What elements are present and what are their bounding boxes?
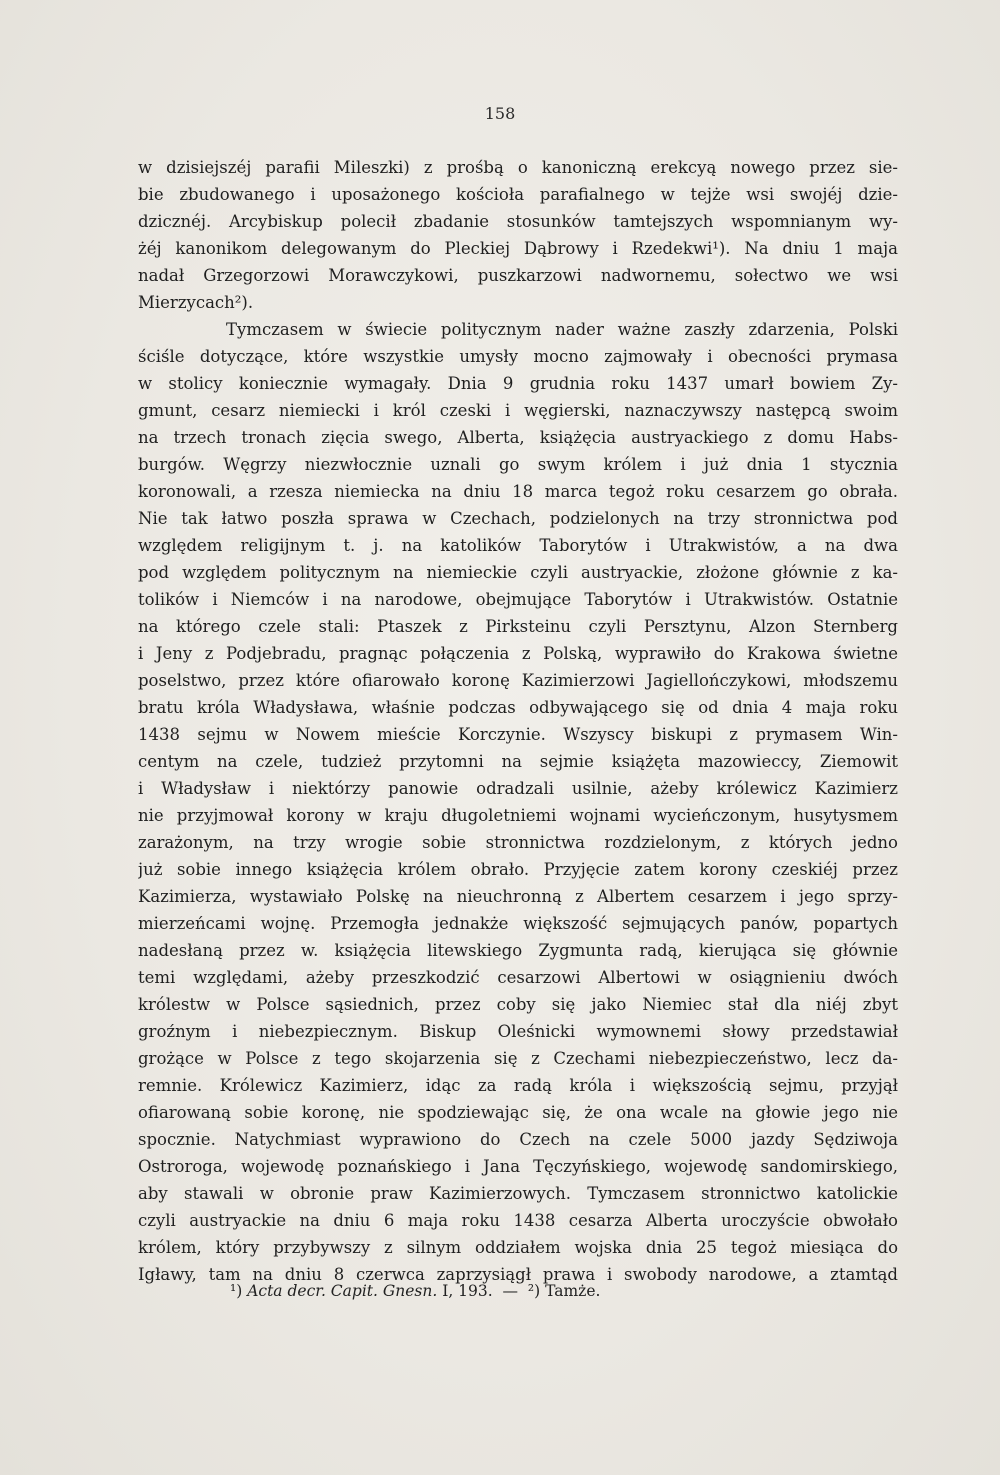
text-line: Igławy, tam na dniu 8 czerwca zaprzysiągł prawa i swobody narodowe, a ztamtąd (138, 1265, 898, 1284)
text-line: nadesłaną przez w. książęcia litewskiego Zygmunta radą, kierująca się głównie (138, 941, 898, 960)
text-line: burgów. Węgrzy niezwłocznie uznali go swym królem i już dnia 1 stycznia (138, 455, 898, 474)
text-line: dzicznéj. Arcybiskup polecił zbadanie stosunków tamtejszych wspomnianym wy- (138, 212, 898, 231)
text-line: w dzisiejszéj parafii Mileszki) z prośbą o kanoniczną erekcyą nowego przez sie- (138, 158, 898, 177)
text-line: Tymczasem w świecie politycznym nader ważne zaszły zdarzenia, Polski (226, 320, 898, 339)
text-line: Kazimierza, wystawiało Polskę na nieuchronną z Albertem cesarzem i jego sprzy- (138, 887, 898, 906)
text-line: zarażonym, na trzy wrogie sobie stronnictwa rozdzielonym, z których jedno (138, 833, 898, 852)
footnote-mark-2: ²) (527, 1282, 541, 1300)
footnote-reference: I, 193. — (437, 1282, 528, 1300)
text-line: poselstwo, przez które ofiarowało koronę Kazimierzowi Jagiellończykowi, młodszemu (138, 671, 898, 690)
text-line: spocznie. Natychmiast wyprawiono do Czech na czele 5000 jazdy Sędziwoja (138, 1130, 898, 1149)
footnote-source: Acta decr. Capit. Gnesn. (247, 1282, 438, 1300)
text-line: Nie tak łatwo poszła sprawa w Czechach, podzielonych na trzy stronnictwa pod (138, 509, 898, 528)
text-line: gmunt, cesarz niemiecki i król czeski i węgierski, naznaczywszy następcą swoim (138, 401, 898, 420)
text-line: względem religijnym t. j. na katolików Taborytów i Utrakwistów, a na dwa (138, 536, 898, 555)
text-line: mierzeńcami wojnę. Przemogła jednakże większość sejmujących panów, popartych (138, 914, 898, 933)
text-line: na którego czele stali: Ptaszek z Pirksteinu czyli Persztynu, Alzon Sternberg (138, 617, 898, 636)
footnote (230, 1282, 600, 1300)
text-line: 1438 sejmu w Nowem mieście Korczynie. Wszyscy biskupi z prymasem Win- (138, 725, 898, 744)
text-line: centym na czele, tudzież przytomni na sejmie książęta mazowieccy, Ziemowit (138, 752, 898, 771)
text-line: Mierzycach²). (138, 293, 254, 312)
text-line: grożące w Polsce z tego skojarzenia się z Czechami niebezpieczeństwo, lecz da- (138, 1049, 898, 1068)
text-line: w stolicy koniecznie wymagały. Dnia 9 grudnia roku 1437 umarł bowiem Zy- (138, 374, 898, 393)
text-line: bratu króla Władysława, właśnie podczas odbywającego się od dnia 4 maja roku (138, 698, 898, 717)
text-line: pod względem politycznym na niemieckie czyli austryackie, złożone głównie z ka- (138, 563, 898, 582)
body-text (138, 154, 898, 1288)
text-line: już sobie innego książęcia królem obrało. Przyjęcie zatem korony czeskiéj przez (138, 860, 898, 879)
text-line: i Władysław i niektórzy panowie odradzali usilnie, ażeby królewicz Kazimierz (138, 779, 898, 798)
footnote-tail: Tamże. (540, 1282, 601, 1300)
text-line: nie przyjmował korony w kraju długoletniemi wojnami wycieńczonym, husytysmem (138, 806, 898, 825)
text-line: żéj kanonikom delegowanym do Pleckiej Dąbrowy i Rzedekwi¹). Na dniu 1 maja (138, 239, 898, 258)
text-line: królestw w Polsce sąsiednich, przez coby się jako Niemiec stał dla niéj zbyt (138, 995, 898, 1014)
text-line: czyli austryackie na dniu 6 maja roku 1438 cesarza Alberta uroczyście obwołało (138, 1211, 898, 1230)
text-line: aby stawali w obronie praw Kazimierzowych. Tymczasem stronnictwo katolickie (138, 1184, 898, 1203)
text-line: temi względami, ażeby przeszkodzić cesarzowi Albertowi w osiągnieniu dwóch (138, 968, 898, 987)
text-line: tolików i Niemców i na narodowe, obejmujące Taborytów i Utrakwistów. Ostatnie (138, 590, 898, 609)
text-line: królem, który przybywszy z silnym oddziałem wojska dnia 25 tegoż miesiąca do (138, 1238, 898, 1257)
text-line: groźnym i niebezpiecznym. Biskup Oleśnicki wymownemi słowy przedstawiał (138, 1022, 898, 1041)
text-line: Ostroroga, wojewodę poznańskiego i Jana Tęczyńskiego, wojewodę sandomirskiego, (138, 1157, 898, 1176)
text-line: na trzech tronach zięcia swego, Alberta, książęcia austryackiego z domu Habs- (138, 428, 898, 447)
text-line: i Jeny z Podjebradu, pragnąc połączenia z Polską, wyprawiło do Krakowa świetne (138, 644, 898, 663)
text-line: bie zbudowanego i uposażonego kościoła parafialnego w tejże wsi swojéj dzie- (138, 185, 898, 204)
text-line: remnie. Królewicz Kazimierz, idąc za radą króla i większością sejmu, przyjął (138, 1076, 898, 1095)
text-line: ściśle dotyczące, które wszystkie umysły mocno zajmowały i obecności prymasa (138, 347, 898, 366)
text-line: koronowali, a rzesza niemiecka na dniu 18 marca tegoż roku cesarzem go obrała. (138, 482, 898, 501)
text-line: ofiarowaną sobie koronę, nie spodziewając się, że ona wcale na głowie jego nie (138, 1103, 898, 1122)
footnote-mark-1: ¹) (230, 1282, 243, 1300)
text-line: nadał Grzegorzowi Morawczykowi, puszkarzowi nadwornemu, sołectwo we wsi (138, 266, 898, 285)
page-number: 158 (484, 104, 516, 123)
